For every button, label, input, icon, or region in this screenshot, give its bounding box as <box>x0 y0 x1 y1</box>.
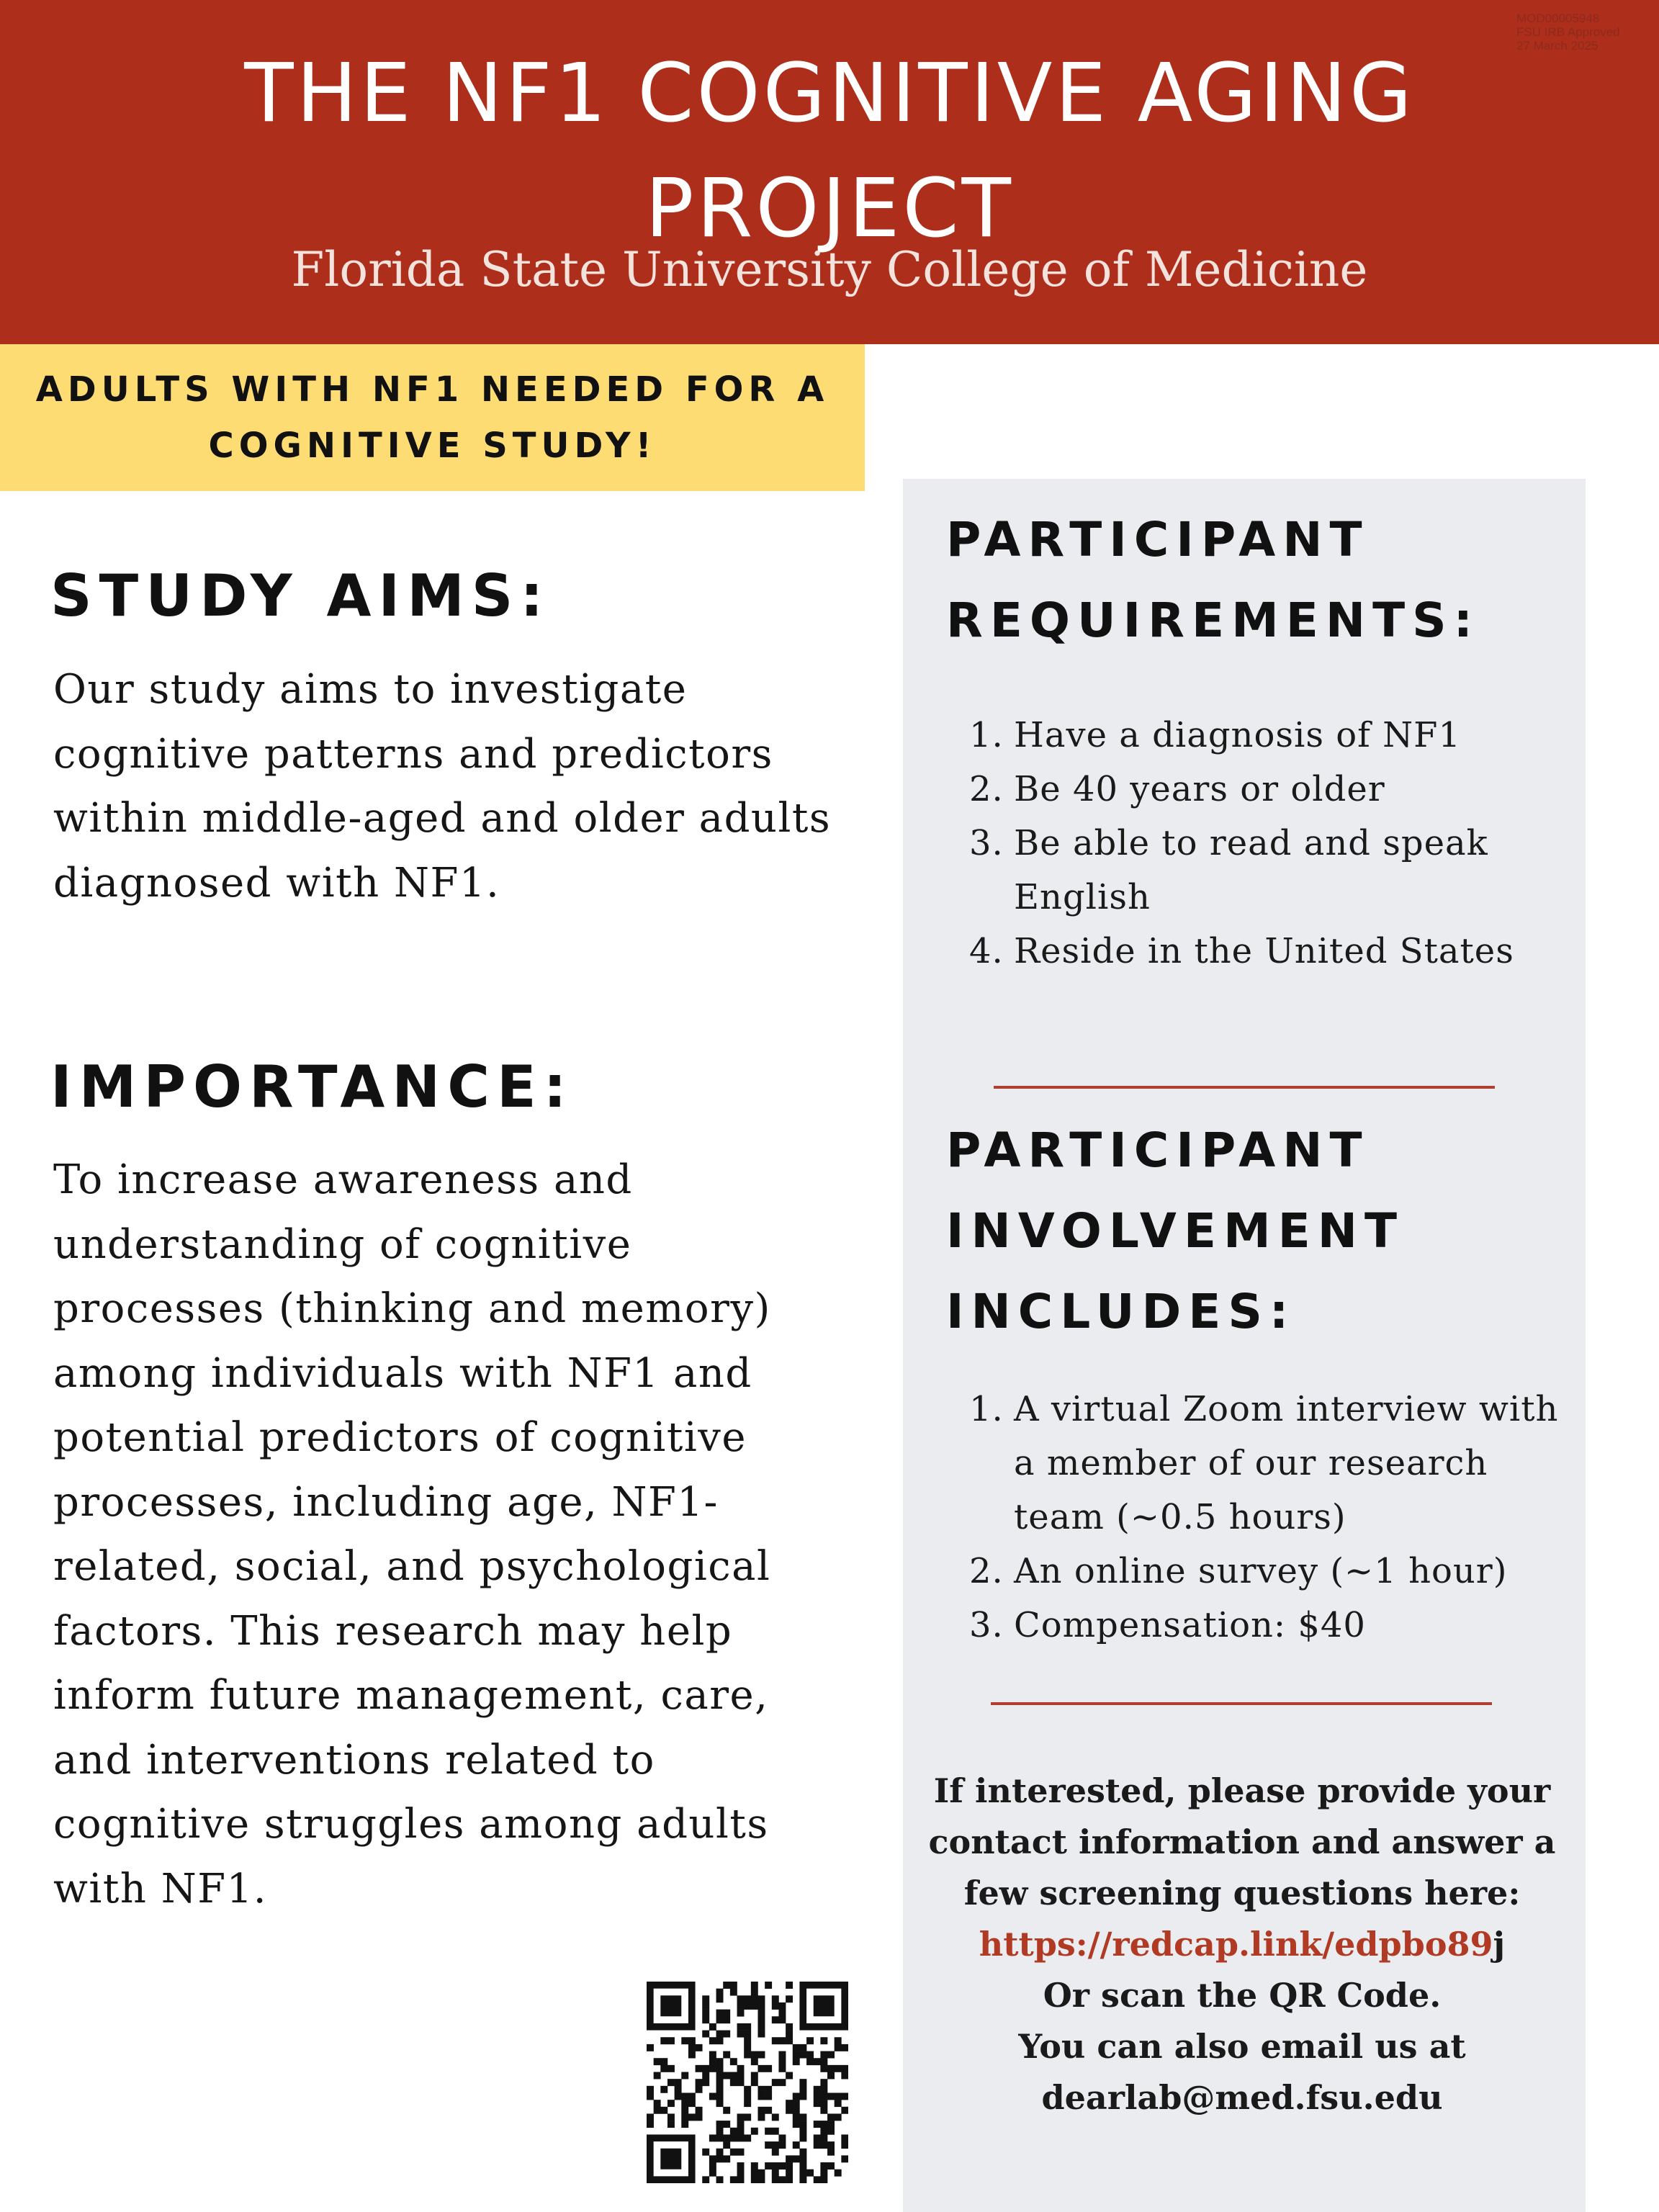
list-item-number: 3. <box>969 823 1004 863</box>
title-line-2: PROJECT <box>645 162 1014 256</box>
irb-stamp-date: 27 March 2025 <box>1516 39 1599 53</box>
page-title <box>0 36 1659 266</box>
list-item-text: An online survey (~1 hour) <box>1014 1551 1508 1591</box>
list-item-number: 2. <box>969 1551 1004 1591</box>
list-item-text: A virtual Zoom interview with a member of our research team (~0.5 hours) <box>1014 1389 1559 1537</box>
list-item-number: 3. <box>969 1605 1004 1645</box>
recruitment-banner-text <box>8 361 858 474</box>
involvement-heading: PARTICIPANT INVOLVEMENT INCLUDES: <box>946 1123 1404 1339</box>
redcap-link[interactable]: https://redcap.link/edpbo89 <box>979 1925 1493 1964</box>
list-item-number: 1. <box>969 715 1004 755</box>
list-item-text: Be 40 years or older <box>1014 769 1385 809</box>
qr-code-icon[interactable] <box>647 1982 848 2183</box>
list-item <box>969 763 1560 817</box>
list-item-number: 4. <box>969 931 1004 971</box>
irb-stamp-status: FSU IRB Approved <box>1516 25 1620 39</box>
header-banner <box>0 0 1659 344</box>
contact-email[interactable]: dearlab@med.fsu.edu <box>1041 2078 1443 2117</box>
irb-stamp <box>1516 12 1653 53</box>
redcap-link-line <box>922 1919 1563 1970</box>
importance-text: To increase awareness and understanding of cognitive processes (thinking and memory) among individuals with NF1 and potential predictors of cognitive processes, including age, NF1-related, social, and psychological factors. This research may help inform future management, care, and interventions related to cognitive struggles among adults with NF1. <box>53 1156 771 1912</box>
list-item <box>969 709 1560 763</box>
title-line-1: THE NF1 COGNITIVE AGING <box>244 47 1415 140</box>
qr-instruction: Or scan the QR Code. <box>1043 1976 1442 2015</box>
requirements-heading: PARTICIPANT REQUIREMENTS: <box>946 512 1480 648</box>
study-aims-text: Our study aims to investigate cognitive patterns and predictors within middle-aged and older adults diagnosed with NF1. <box>53 666 832 907</box>
section-divider <box>991 1702 1492 1705</box>
list-item <box>969 925 1560 979</box>
banner-line-1: ADULTS WITH NF1 NEEDED FOR A <box>35 369 830 410</box>
redcap-link-suffix: j <box>1493 1925 1506 1964</box>
list-item-number: 2. <box>969 769 1004 809</box>
list-item-number: 1. <box>969 1389 1004 1429</box>
email-instruction: You can also email us at <box>1018 2027 1466 2066</box>
contact-instructions: If interested, please provide your contact information and answer a few screening questions here: <box>928 1771 1556 1912</box>
list-item-text: Reside in the United States <box>1014 931 1514 971</box>
list-item <box>969 817 1560 925</box>
irb-stamp-id: MOD00005948 <box>1516 12 1600 25</box>
involvement-list <box>969 1382 1560 1653</box>
study-aims-heading: STUDY AIMS: <box>50 562 551 629</box>
banner-line-2: COGNITIVE STUDY! <box>208 426 657 466</box>
importance-heading: IMPORTANCE: <box>50 1053 574 1120</box>
list-item <box>969 1545 1560 1599</box>
list-item <box>969 1599 1560 1653</box>
qr-code-graphic <box>647 1982 848 2183</box>
section-divider <box>994 1086 1495 1089</box>
list-item <box>969 1382 1560 1545</box>
list-item-text: Compensation: $40 <box>1014 1605 1366 1645</box>
list-item-text: Be able to read and speak English <box>1014 823 1488 917</box>
page-subtitle: Florida State University College of Medicine <box>291 242 1368 297</box>
recruitment-banner <box>0 344 865 491</box>
contact-info <box>922 1766 1563 2123</box>
requirements-list <box>969 709 1560 979</box>
list-item-text: Have a diagnosis of NF1 <box>1014 715 1462 755</box>
